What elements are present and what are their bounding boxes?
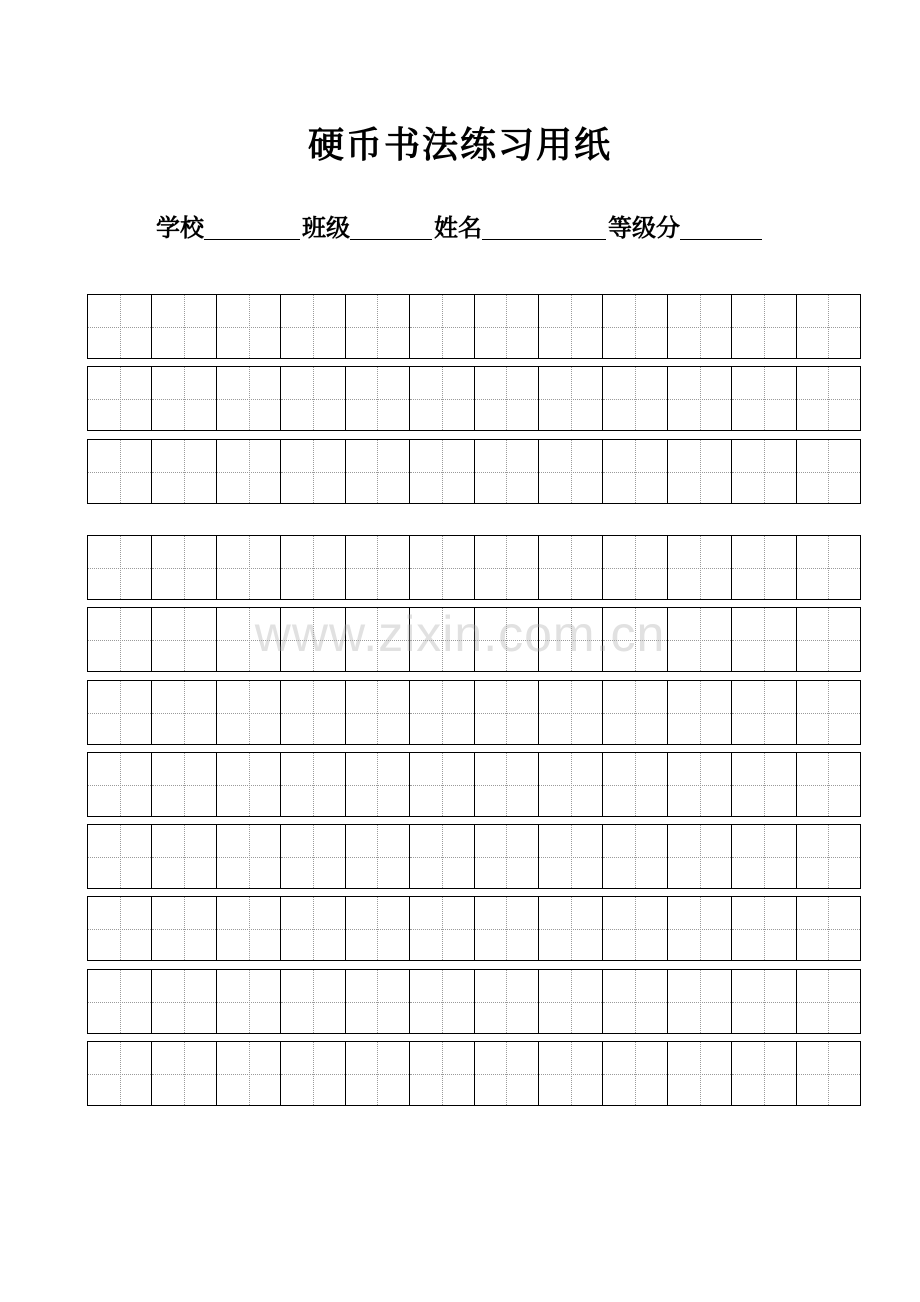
page-title: 硬币书法练习用纸: [307, 125, 612, 166]
grid-cell: [797, 1042, 860, 1105]
grid-cell: [797, 753, 860, 816]
grid-cell: [217, 440, 281, 503]
grid-cell: [346, 970, 410, 1033]
grid-cell: [475, 825, 539, 888]
grid-cell: [217, 536, 281, 599]
grid-cell: [88, 1042, 152, 1105]
grid-cell: [475, 440, 539, 503]
grid-cell: [475, 681, 539, 744]
grid-cell: [603, 825, 667, 888]
grid-cell: [152, 608, 216, 671]
grid-cell: [539, 825, 603, 888]
grid-cell: [475, 897, 539, 960]
grid-cell: [88, 753, 152, 816]
grid-cell: [410, 608, 474, 671]
grid-cell: [410, 753, 474, 816]
grid-cell: [281, 440, 345, 503]
grid-cell: [410, 897, 474, 960]
name-blank: [482, 213, 606, 240]
grid-cell: [152, 367, 216, 430]
grid-cell: [539, 1042, 603, 1105]
grid-cell: [88, 970, 152, 1033]
grid-cell: [152, 1042, 216, 1105]
grid-row: [87, 969, 861, 1034]
grid-cell: [346, 681, 410, 744]
grid-cell: [539, 536, 603, 599]
grid-cell: [217, 681, 281, 744]
grid-cell: [346, 1042, 410, 1105]
grid-cell: [668, 825, 732, 888]
grid-cell: [152, 897, 216, 960]
grid-cell: [346, 367, 410, 430]
grid-cell: [410, 1042, 474, 1105]
name-label: 姓名: [434, 214, 482, 242]
grid-cell: [281, 681, 345, 744]
grid-cell: [475, 608, 539, 671]
grid-row: [87, 294, 861, 359]
grid-cell: [668, 536, 732, 599]
grid-cell: [217, 1042, 281, 1105]
grid-cell: [732, 367, 796, 430]
grid-cell: [217, 897, 281, 960]
grid-row: [87, 896, 861, 961]
grid-cell: [88, 608, 152, 671]
grid-cell: [217, 367, 281, 430]
grid-cell: [281, 295, 345, 358]
grid-cell: [603, 970, 667, 1033]
grid-cell: [152, 753, 216, 816]
grid-cell: [668, 681, 732, 744]
grid-cell: [88, 295, 152, 358]
grid-cell: [281, 753, 345, 816]
grid-cell: [668, 440, 732, 503]
grid-cell: [152, 825, 216, 888]
grid-cell: [217, 295, 281, 358]
grid-cell: [732, 440, 796, 503]
grid-cell: [603, 1042, 667, 1105]
grid-cell: [539, 608, 603, 671]
class-label: 班级: [302, 214, 350, 242]
grid-cell: [217, 970, 281, 1033]
grid-cell: [732, 970, 796, 1033]
grid-cell: [603, 440, 667, 503]
grid-cell: [668, 1042, 732, 1105]
grid-cell: [797, 897, 860, 960]
grid-cell: [539, 367, 603, 430]
grid-row: [87, 439, 861, 504]
grid-cell: [281, 897, 345, 960]
grid-cell: [668, 753, 732, 816]
grid-cell: [410, 970, 474, 1033]
grid-cell: [152, 970, 216, 1033]
grid-cell: [88, 367, 152, 430]
grid-cell: [539, 970, 603, 1033]
grid-cell: [797, 367, 860, 430]
grid-cell: [539, 295, 603, 358]
grid-cell: [217, 608, 281, 671]
grid-cell: [88, 897, 152, 960]
grid-cell: [410, 295, 474, 358]
grid-cell: [152, 681, 216, 744]
grid-cell: [346, 536, 410, 599]
grid-cell: [732, 753, 796, 816]
grid-cell: [346, 897, 410, 960]
grid-cell: [603, 536, 667, 599]
grid-row: [87, 824, 861, 889]
grid-cell: [217, 753, 281, 816]
grid-cell: [475, 753, 539, 816]
grid-cell: [732, 295, 796, 358]
grid-row: [87, 366, 861, 431]
grid-cell: [410, 440, 474, 503]
watermark: www.zixin.com.cn: [254, 606, 666, 662]
info-line: [0, 208, 920, 244]
grid-cell: [668, 367, 732, 430]
grid-cell: [410, 536, 474, 599]
grid-cell: [797, 970, 860, 1033]
grid-cell: [797, 440, 860, 503]
grid-cell: [152, 536, 216, 599]
grid-cell: [603, 367, 667, 430]
grid-cell: [603, 608, 667, 671]
grid-cell: [539, 440, 603, 503]
grade-blank: [680, 213, 762, 240]
grid-cell: [152, 440, 216, 503]
grid-cell: [797, 608, 860, 671]
grid-cell: [281, 608, 345, 671]
grid-cell: [732, 1042, 796, 1105]
grid-cell: [152, 295, 216, 358]
grid-row: [87, 607, 861, 672]
grid-cell: [732, 897, 796, 960]
grid-cell: [346, 440, 410, 503]
grid-cell: [281, 1042, 345, 1105]
class-blank: [350, 213, 432, 240]
grid-cell: [475, 367, 539, 430]
grid-cell: [603, 295, 667, 358]
grid-cell: [410, 367, 474, 430]
grid-cell: [603, 753, 667, 816]
grid-cell: [539, 753, 603, 816]
grid-cell: [475, 295, 539, 358]
grid-cell: [346, 753, 410, 816]
grid-cell: [346, 295, 410, 358]
grid-cell: [539, 681, 603, 744]
grid-cell: [797, 295, 860, 358]
grid-cell: [732, 825, 796, 888]
grid-cell: [668, 608, 732, 671]
school-blank: [204, 213, 300, 240]
grid-cell: [346, 608, 410, 671]
grid-row: [87, 680, 861, 745]
grid-cell: [88, 681, 152, 744]
grid-cell: [797, 681, 860, 744]
grid-cell: [603, 897, 667, 960]
grid-row: [87, 752, 861, 817]
grade-label: 等级分: [608, 214, 680, 242]
grid-cell: [732, 536, 796, 599]
grid-cell: [88, 440, 152, 503]
grid-cell: [281, 536, 345, 599]
grid-cell: [539, 897, 603, 960]
grid-cell: [88, 825, 152, 888]
grid-cell: [668, 970, 732, 1033]
grid-cell: [88, 536, 152, 599]
grid-row: [87, 1041, 861, 1106]
grid-cell: [281, 367, 345, 430]
grid-cell: [732, 608, 796, 671]
grid-cell: [797, 536, 860, 599]
grid-cell: [281, 825, 345, 888]
grid-cell: [475, 970, 539, 1033]
grid-row: [87, 535, 861, 600]
grid-cell: [603, 681, 667, 744]
grid-cell: [668, 295, 732, 358]
grid-cell: [346, 825, 410, 888]
school-label: 学校: [156, 214, 204, 242]
grid-cell: [410, 825, 474, 888]
grid-cell: [732, 681, 796, 744]
grid-cell: [475, 1042, 539, 1105]
grid-cell: [410, 681, 474, 744]
grid-cell: [475, 536, 539, 599]
grid-cell: [281, 970, 345, 1033]
grid-cell: [668, 897, 732, 960]
grid-cell: [217, 825, 281, 888]
grid-cell: [797, 825, 860, 888]
